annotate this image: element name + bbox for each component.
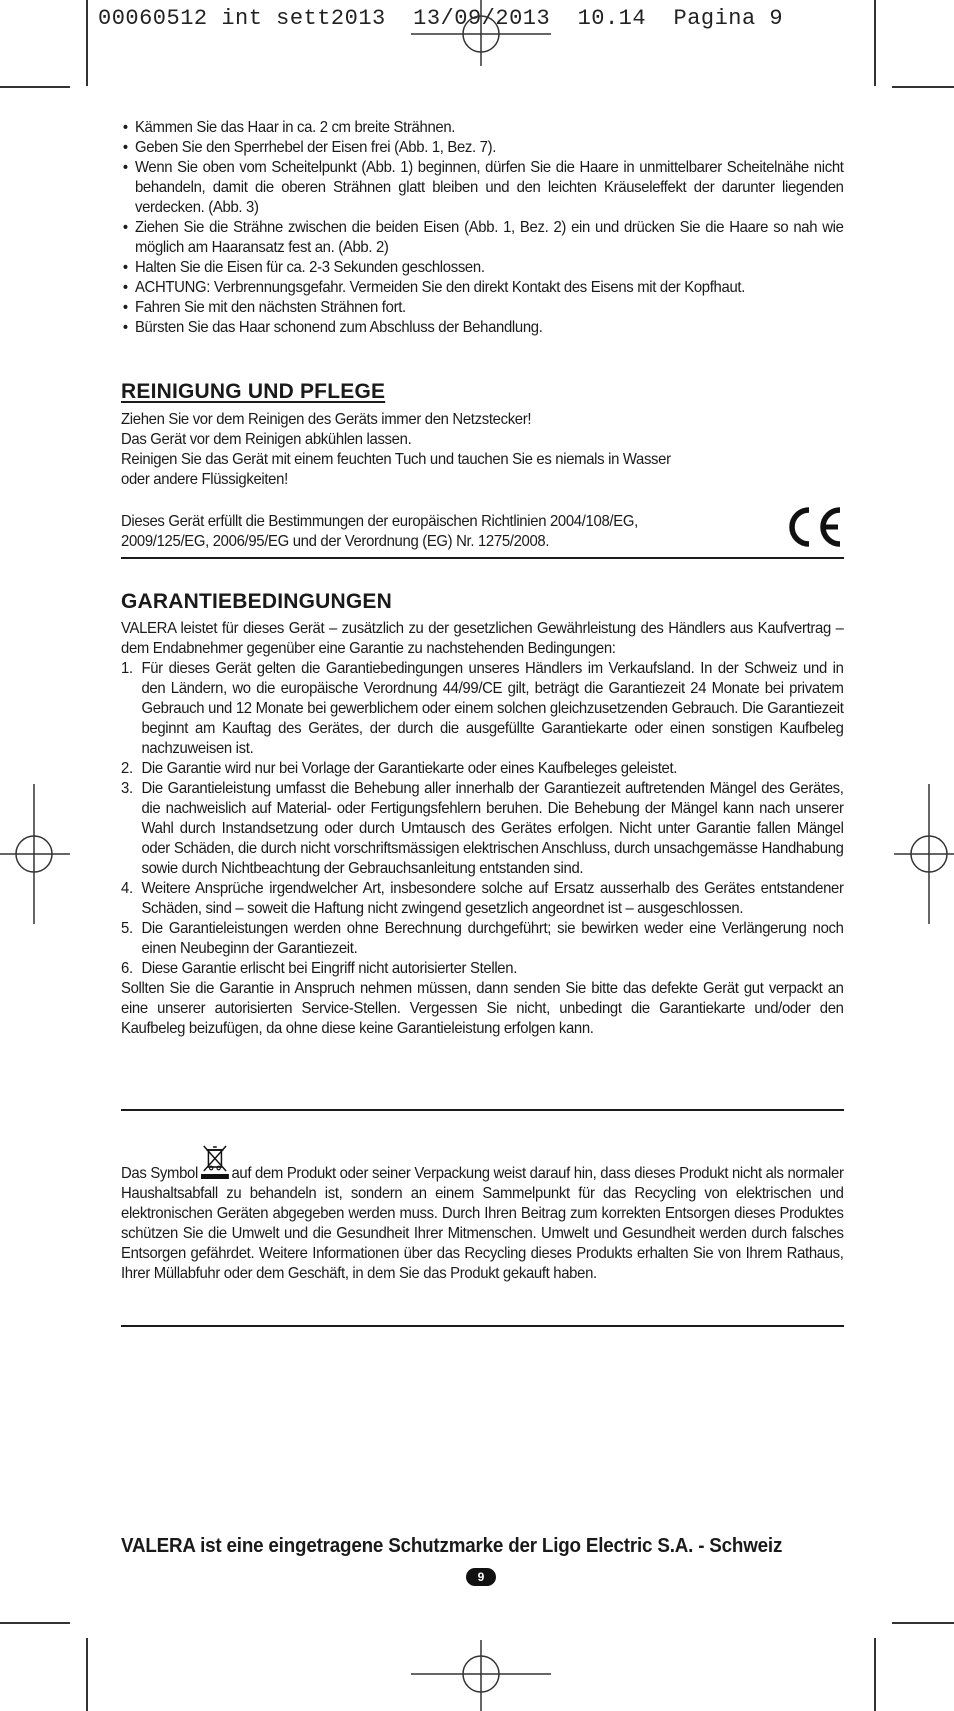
list-item-text: Die Garantieleistungen werden ohne Berechnung durchgeführt; sie bewirken weder eine Verlängerung noch einen Neubeginn der Garantiezeit.	[141, 920, 844, 957]
crossed-out-wheelie-bin-icon	[199, 1144, 231, 1180]
list-item	[121, 759, 844, 779]
list-item	[121, 659, 844, 759]
list-item: • Bürsten Sie das Haar schonend zum Abschluss der Behandlung.	[121, 318, 844, 338]
list-item: • Halten Sie die Eisen für ca. 2-3 Sekunden geschlossen.	[121, 258, 844, 278]
list-item	[121, 779, 844, 879]
list-item	[121, 879, 844, 919]
page-number-badge: 9	[466, 1568, 496, 1586]
crop-mark	[86, 1638, 88, 1711]
list-item-number: 5.	[121, 920, 133, 937]
section-divider	[121, 1325, 844, 1327]
trademark-notice: VALERA ist eine eingetragene Schutzmarke der Ligo Electric S.A. - Schweiz	[121, 1535, 783, 1557]
recycling-text-rest: auf dem Produkt oder seiner Verpackung weist darauf hin, dass dieses Produkt nicht als normaler Haushaltsabfall zu behandeln ist, sondern an einem Sammelpunkt für das Recycling von elektrischen und elektronischen Geräten abgegeben werden muss. Durch Ihren Beitrag zum korrekten Entsorgen dieses Produktes schützen Sie die Umwelt und die Gesundheit Ihrer Mitmenschen. Umwelt und Gesundheit werden durch falsches Entsorgen gefährdet. Weitere Informationen über das Recycling dieses Produkts erhalten Sie von Ihrem Rathaus, Ihrer Müllabfuhr oder dem Geschäft, in dem Sie das Produkt gekauft haben.	[121, 1165, 844, 1282]
warranty-intro: VALERA leistet für dieses Gerät – zusätzlich zu der gesetzlichen Gewährleistung des Händlers aus Kaufvertrag – dem Endabnehmer gegenüber eine Garantie zu nachstehenden Bedingungen:	[121, 620, 844, 657]
list-item-number: 3.	[121, 780, 133, 797]
list-item: • Wenn Sie oben vom Scheitelpunkt (Abb. 1) beginnen, dürfen Sie die Haare in unmittelbarer Scheitelnähe nicht behandeln, damit die oberen Strähnen glatt bleiben und den leichten Kräuseleffekt der darunter liegenden verdecken. (Abb. 3)	[121, 158, 844, 218]
list-item-number: 6.	[121, 960, 133, 977]
list-item-text: Die Garantieleistung umfasst die Behebung aller innerhalb der Garantiezeit auftretenden Mängel des Gerätes, die nachweislich auf Material- oder Fertigungsfehlern beruhen. Die Behebung der Mängel kann nach unserer Wahl durch Instandsetzung oder durch Umtausch des Gerätes erfolgen. Nicht unter Garantie fallen Mängel oder Schäden, die durch nicht vorschriftsmässigen elektrischen Anschluss, durch unsachgemässe Handhabung sowie durch Nichtbeachtung der Gebrauchsanleitung entstanden sind.	[141, 780, 844, 877]
registration-mark-left-icon	[0, 784, 70, 924]
list-item	[121, 959, 844, 979]
list-item: • Fahren Sie mit den nächsten Strähnen fort.	[121, 298, 844, 318]
list-item-number: 4.	[121, 880, 133, 897]
cleaning-line: oder andere Flüssigkeiten!	[121, 471, 288, 488]
registration-mark-top-icon	[411, 0, 551, 66]
list-item-number: 2.	[121, 760, 133, 777]
registration-mark-bottom-icon	[411, 1640, 551, 1711]
warranty-closing: Sollten Sie die Garantie in Anspruch nehmen müssen, dann senden Sie bitte das defekte Gerät gut verpackt an eine unserer autorisierten Service-Stellen. Vergessen Sie nicht, unbedingt die Garantiekarte und/oder den Kaufbeleg beizufügen, da ohne diese keine Garantieleistung erfolgen kann.	[121, 980, 844, 1037]
ce-mark-icon	[782, 505, 844, 549]
warranty-body	[121, 619, 844, 1039]
list-item-text: Diese Garantie erlischt bei Eingriff nicht autorisierter Stellen.	[141, 960, 518, 977]
compliance-line: Dieses Gerät erfüllt die Bestimmungen der europäischen Richtlinien 2004/108/EG,	[121, 513, 638, 530]
list-item: • ACHTUNG: Verbrennungsgefahr. Vermeiden Sie den direkt Kontakt des Eisens mit der Kopfhaut.	[121, 278, 844, 298]
list-item: • Kämmen Sie das Haar in ca. 2 cm breite Strähnen.	[121, 118, 844, 138]
cleaning-instructions	[121, 410, 792, 490]
crop-mark	[0, 1622, 70, 1624]
crop-mark	[0, 86, 70, 88]
usage-steps-list	[121, 118, 844, 338]
list-item-number: 1.	[121, 660, 133, 677]
warranty-heading: GARANTIEBEDINGUNGEN	[121, 590, 392, 613]
crop-mark	[892, 1622, 954, 1624]
crop-mark	[874, 0, 876, 86]
recycling-text-start: Das Symbol	[121, 1165, 198, 1182]
warranty-conditions-list	[121, 659, 844, 979]
list-item: • Geben Sie den Sperrhebel der Eisen frei (Abb. 1, Bez. 7).	[121, 138, 844, 158]
section-divider	[121, 1109, 844, 1111]
crop-mark	[874, 1638, 876, 1711]
list-item-text: Die Garantie wird nur bei Vorlage der Garantiekarte oder eines Kaufbeleges geleistet.	[141, 760, 678, 777]
usage-steps	[121, 118, 844, 338]
list-item-text: Weitere Ansprüche irgendwelcher Art, insbesondere solche auf Ersatz ausserhalb des Gerätes entstandener Schäden, sind – soweit die Haftung nicht zwingend gesetzlich angeordnet ist – ausgeschlossen.	[141, 880, 844, 917]
registration-mark-right-icon	[894, 784, 954, 924]
list-item	[121, 919, 844, 959]
cleaning-heading: REINIGUNG UND PFLEGE	[121, 380, 386, 403]
cleaning-line: Reinigen Sie das Gerät mit einem feuchten Tuch und tauchen Sie es niemals in Wasser	[121, 451, 671, 468]
list-item-text: Für dieses Gerät gelten die Garantiebedingungen unseres Händlers im Verkaufsland. In der Schweiz und in den Ländern, wo die europäische Verordnung 44/99/CE gilt, beträgt die Garantiezeit 24 Monate bei privatem Gebrauch und 12 Monate bei gewerblichem oder einem solchen gleichzusetzenden Gebrauch. Die Garantiezeit beginnt am Kauftag des Gerätes, der durch die ausgefüllte Garantiekarte oder einen sonstigen Kaufbeleg nachzuweisen ist.	[141, 660, 844, 757]
cleaning-line: Ziehen Sie vor dem Reinigen des Geräts immer den Netzstecker!	[121, 411, 532, 428]
cleaning-line: Das Gerät vor dem Reinigen abkühlen lassen.	[121, 431, 412, 448]
compliance-statement	[121, 512, 792, 552]
section-divider	[121, 557, 844, 559]
compliance-line: 2009/125/EG, 2006/95/EG und der Verordnung (EG) Nr. 1275/2008.	[121, 533, 550, 550]
print-slug-line: 00060512 int sett2013 13/09/2013 10.14 Pagina 9	[98, 6, 784, 31]
list-item: • Ziehen Sie die Strähne zwischen die beiden Eisen (Abb. 1, Bez. 2) ein und drücken Sie die Haare so nah wie möglich am Haaransatz fest an. (Abb. 2)	[121, 218, 844, 258]
crop-mark	[86, 0, 88, 86]
recycling-notice	[121, 1144, 844, 1284]
crop-mark	[892, 86, 954, 88]
